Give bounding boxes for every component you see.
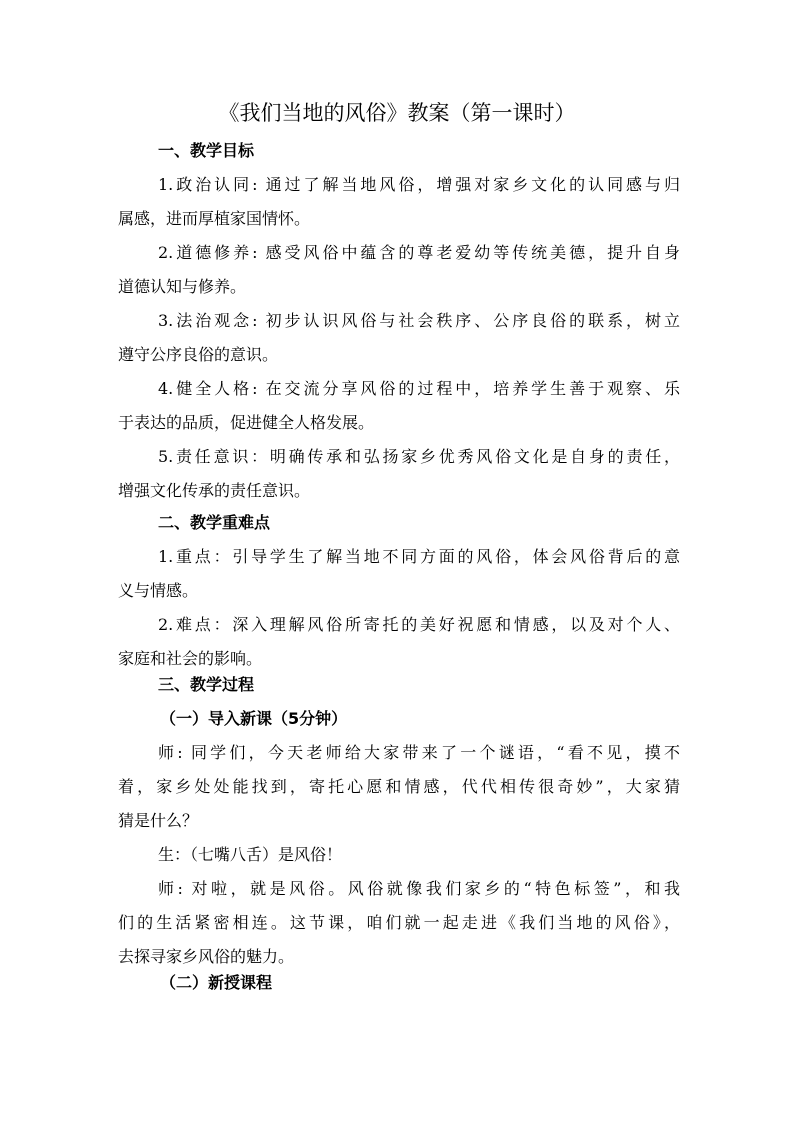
paragraph-line: 属感，进而厚植家国情怀。 — [118, 209, 311, 228]
paragraph-line: 猜是什么？ — [118, 811, 199, 830]
objective-item-2 — [118, 236, 680, 304]
paragraph-line: 师: 对啦，就是风俗。风俗就像我们家乡的“特色标签”，和我 — [158, 879, 680, 898]
paragraph-line: 师: 同学们，今天老师给大家带来了一个谜语，“看不见，摸不 — [158, 743, 680, 762]
paragraph-line: 着，家乡处处能找到，寄托心愿和情感，代代相传很奇妙”，大家猜 — [118, 777, 680, 796]
paragraph-line: 道德认知与修养。 — [118, 277, 247, 296]
document-title: 《我们当地的风俗》教案（第一课时） — [218, 101, 576, 125]
paragraph-line: 5.责任意识：明确传承和弘扬家乡优秀风俗文化是自身的责任， — [158, 447, 680, 466]
section-heading-objectives: 一、教学目标 — [158, 141, 255, 160]
paragraph-line: 生：（七嘴八舌）是风俗！ — [158, 845, 343, 864]
paragraph-line: 1.政治认同: 通过了解当地风俗，增强对家乡文化的认同感与归 — [158, 175, 680, 194]
objective-item-1 — [118, 168, 680, 236]
dialogue-paragraph-3 — [118, 872, 680, 974]
section-heading-process: 三、教学过程 — [158, 675, 255, 694]
key-point-item-1 — [118, 540, 680, 608]
paragraph-line: 2.道德修养: 感受风俗中蕴含的尊老爱幼等传统美德，提升自身 — [158, 243, 680, 262]
paragraph-line: 去探寻家乡风俗的魅力。 — [118, 947, 295, 966]
objective-item-5 — [118, 440, 680, 508]
paragraph-line: 家庭和社会的影响。 — [118, 649, 263, 668]
sub-heading-new-lesson: （二）新授课程 — [160, 973, 273, 992]
dialogue-paragraph-1 — [118, 736, 680, 838]
paragraph-line: 于表达的品质，促进健全人格发展。 — [118, 413, 375, 432]
paragraph-line: 3.法治观念: 初步认识风俗与社会秩序、公序良俗的联系，树立 — [158, 311, 680, 330]
paragraph-line: 义与情感。 — [118, 581, 199, 600]
key-point-item-2 — [118, 608, 680, 676]
paragraph-line: 们的生活紧密相连。这节课，咱们就一起走进《我们当地的风俗》， — [118, 913, 680, 932]
paragraph-line: 2.难点：深入理解风俗所寄托的美好祝愿和情感，以及对个人、 — [158, 615, 680, 634]
paragraph-line: 增强文化传承的责任意识。 — [118, 481, 311, 500]
paragraph-line: 1.重点：引导学生了解当地不同方面的风俗，体会风俗背后的意 — [158, 547, 680, 566]
paragraph-line: 4.健全人格: 在交流分享风俗的过程中，培养学生善于观察、乐 — [158, 379, 680, 398]
dialogue-paragraph-2 — [118, 838, 680, 872]
objective-item-4 — [118, 372, 680, 440]
paragraph-line: 遵守公序良俗的意识。 — [118, 345, 279, 364]
sub-heading-introduction: （一）导入新课（5分钟） — [160, 709, 348, 728]
section-heading-key-points: 二、教学重难点 — [158, 513, 271, 532]
objective-item-3 — [118, 304, 680, 372]
